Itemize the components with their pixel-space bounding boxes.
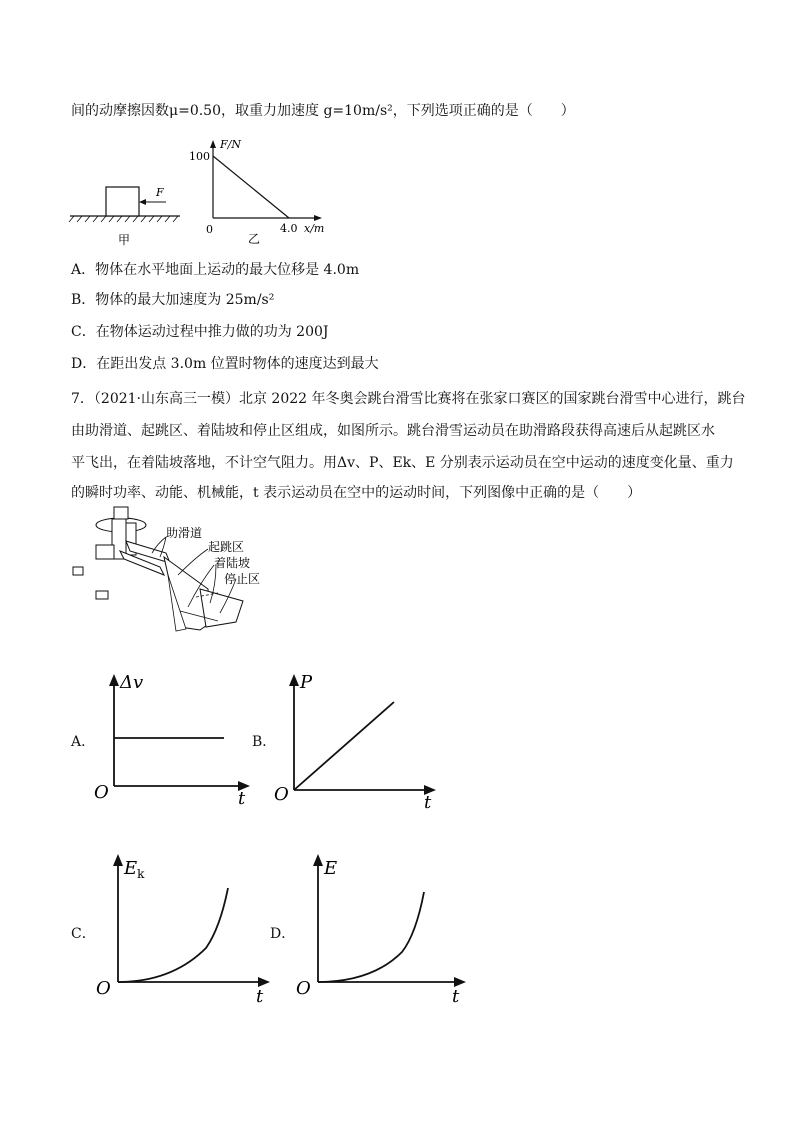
origin-c: O	[96, 978, 111, 999]
q7-stem-line-3: 平飞出，在着陆坡落地，不计空气阻力。用Δv、P、Ek、E 分别表示运动员在空中运动的速度变化量、重力	[71, 455, 734, 471]
origin-d: O	[296, 978, 311, 999]
ski-jump-figure	[68, 505, 278, 637]
label-zhuoluopo: 着陆坡	[214, 556, 251, 570]
curve-c	[118, 888, 228, 982]
label-zhuhuadao: 助滑道	[166, 526, 203, 540]
curve-d	[318, 892, 424, 982]
x-axis-label: x/m	[304, 222, 325, 235]
q6-option-b: B．物体的最大加速度为 25m/s²	[71, 292, 275, 308]
caption-yi: 乙	[248, 232, 261, 246]
graph-d	[292, 848, 477, 1006]
force-line	[213, 156, 289, 218]
y-label-b: P	[300, 672, 313, 693]
graph-a	[90, 668, 260, 808]
q7-option-b-label: B．	[252, 734, 277, 750]
label-qitiaoqu: 起跳区	[208, 540, 245, 554]
q7-stem-line-4: 的瞬时功率、动能、机械能，t 表示运动员在空中的运动时间，下列图像中正确的是（ ）	[71, 485, 642, 501]
y-label-c: $E_k$	[124, 858, 145, 881]
x-label-b: t	[424, 792, 432, 813]
figure-jia	[68, 178, 188, 250]
origin-a: O	[94, 782, 109, 803]
graph-b	[270, 668, 450, 813]
q6-option-a: A．物体在水平地面上运动的最大位移是 4.0m	[71, 262, 360, 278]
q7-option-a-label: A．	[71, 734, 96, 750]
y-axis-label: F/N	[220, 138, 241, 151]
y-label-a: Δv	[120, 672, 144, 693]
y-label-c-sub: k	[137, 867, 145, 881]
x-label-d: t	[452, 986, 460, 1006]
graph-c	[92, 848, 277, 1006]
curve-b	[294, 702, 394, 790]
y-tick: 100	[189, 150, 210, 163]
force-label: F	[156, 186, 164, 199]
figure-yi	[188, 138, 338, 248]
caption-jia: 甲	[118, 233, 131, 247]
label-tingzhiqu: 停止区	[224, 572, 261, 586]
origin-b: O	[274, 784, 289, 805]
q7-stem-line-2: 由助滑道、起跳区、着陆坡和停止区组成，如图所示。跳台滑雪运动员在助滑路段获得高速后从起跳区水	[71, 423, 715, 439]
q6-stem-tail: 间的动摩擦因数μ=0.50，取重力加速度 g=10m/s²，下列选项正确的是（ ）	[71, 103, 575, 119]
x-label-c: t	[256, 986, 264, 1006]
block	[106, 187, 139, 216]
x-label-a: t	[238, 788, 246, 808]
q7-option-c-label: C．	[71, 926, 96, 942]
q7-option-d-label: D．	[270, 926, 296, 942]
q7-stem-line-1: 7．（2021·山东高三一模）北京 2022 年冬奥会跳台滑雪比赛将在张家口赛区的国家跳台滑雪中心进行，跳台	[71, 391, 746, 407]
y-label-d: E	[324, 858, 338, 879]
q6-option-d: D．在距出发点 3.0m 位置时物体的速度达到最大	[71, 356, 379, 372]
q6-option-c: C．在物体运动过程中推力做的功为 200J	[71, 324, 329, 340]
x-tick: 4.0	[280, 222, 298, 235]
origin-label: 0	[206, 223, 213, 236]
